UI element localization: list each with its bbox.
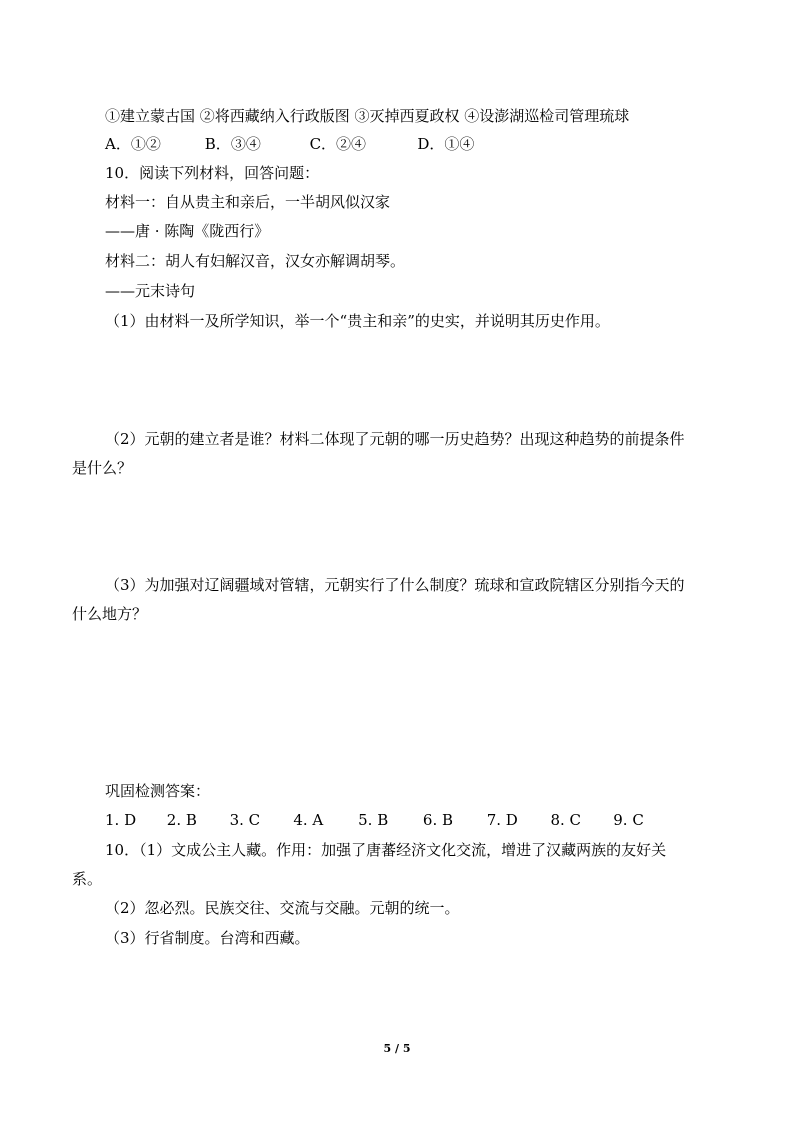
- answers-title: 巩固检测答案：: [105, 782, 211, 800]
- option-a: A．①②: [105, 135, 161, 153]
- option-b: B．③④: [204, 135, 261, 153]
- material-2: 材料二：胡人有妇解汉音，汉女亦解调胡琴。: [105, 252, 406, 270]
- answer-10-line-2: 系。: [72, 870, 103, 888]
- answer-item: 4. A: [293, 811, 324, 829]
- option-c: C．②④: [309, 135, 367, 153]
- option-d: D．①④: [417, 135, 475, 153]
- sub-question-3-line-2: 什么地方？: [72, 605, 148, 623]
- question-9-options: [105, 134, 474, 154]
- sub-question-2-line-1: （2）元朝的建立者是谁？材料二体现了元朝的哪一历史趋势？出现这种趋势的前提条件: [105, 430, 685, 448]
- question-10-stem: 10．阅读下列材料，回答问题：: [105, 164, 320, 182]
- material-1: 材料一：自从贵主和亲后，一半胡风似汉家: [105, 193, 391, 211]
- material-2-source: ——元末诗句: [105, 282, 196, 300]
- sub-question-3-line-1: （3）为加强对辽阔疆域对管辖，元朝实行了什么制度？琉球和宣政院辖区分别指今天的: [105, 576, 685, 594]
- answer-10-part-2: （2）忽必烈。民族交往、交流与交融。元朝的统一。: [105, 899, 460, 917]
- sub-question-2-line-2: 是什么？: [72, 459, 133, 477]
- answer-item: 9. C: [613, 811, 644, 829]
- answer-item: 3. C: [229, 811, 261, 829]
- answer-item: 6. B: [422, 811, 454, 829]
- answer-10-part-3: （3）行省制度。台湾和西藏。: [105, 929, 310, 947]
- answer-item: 7. D: [486, 811, 518, 829]
- material-1-source: ——唐 · 陈陶《陇西行》: [105, 222, 270, 240]
- question-9-items: ①建立蒙古国 ②将西藏纳入行政版图 ③灭掉西夏政权 ④设澎湖巡检司管理琉球: [105, 107, 630, 125]
- answer-item: 8. C: [550, 811, 582, 829]
- page-number: 5 / 5: [383, 1042, 411, 1055]
- sub-question-1: （1）由材料一及所学知识，举一个“贵主和亲”的史实，并说明其历史作用。: [105, 312, 610, 330]
- answers-multiple-choice: [105, 810, 644, 830]
- answer-item: 2. B: [166, 811, 197, 829]
- answer-item: 5. B: [358, 811, 389, 829]
- answer-item: 1. D: [105, 811, 137, 829]
- answer-10-line-1: 10．（1）文成公主人藏。作用：加强了唐蕃经济文化交流，增进了汉藏两族的友好关: [105, 841, 667, 859]
